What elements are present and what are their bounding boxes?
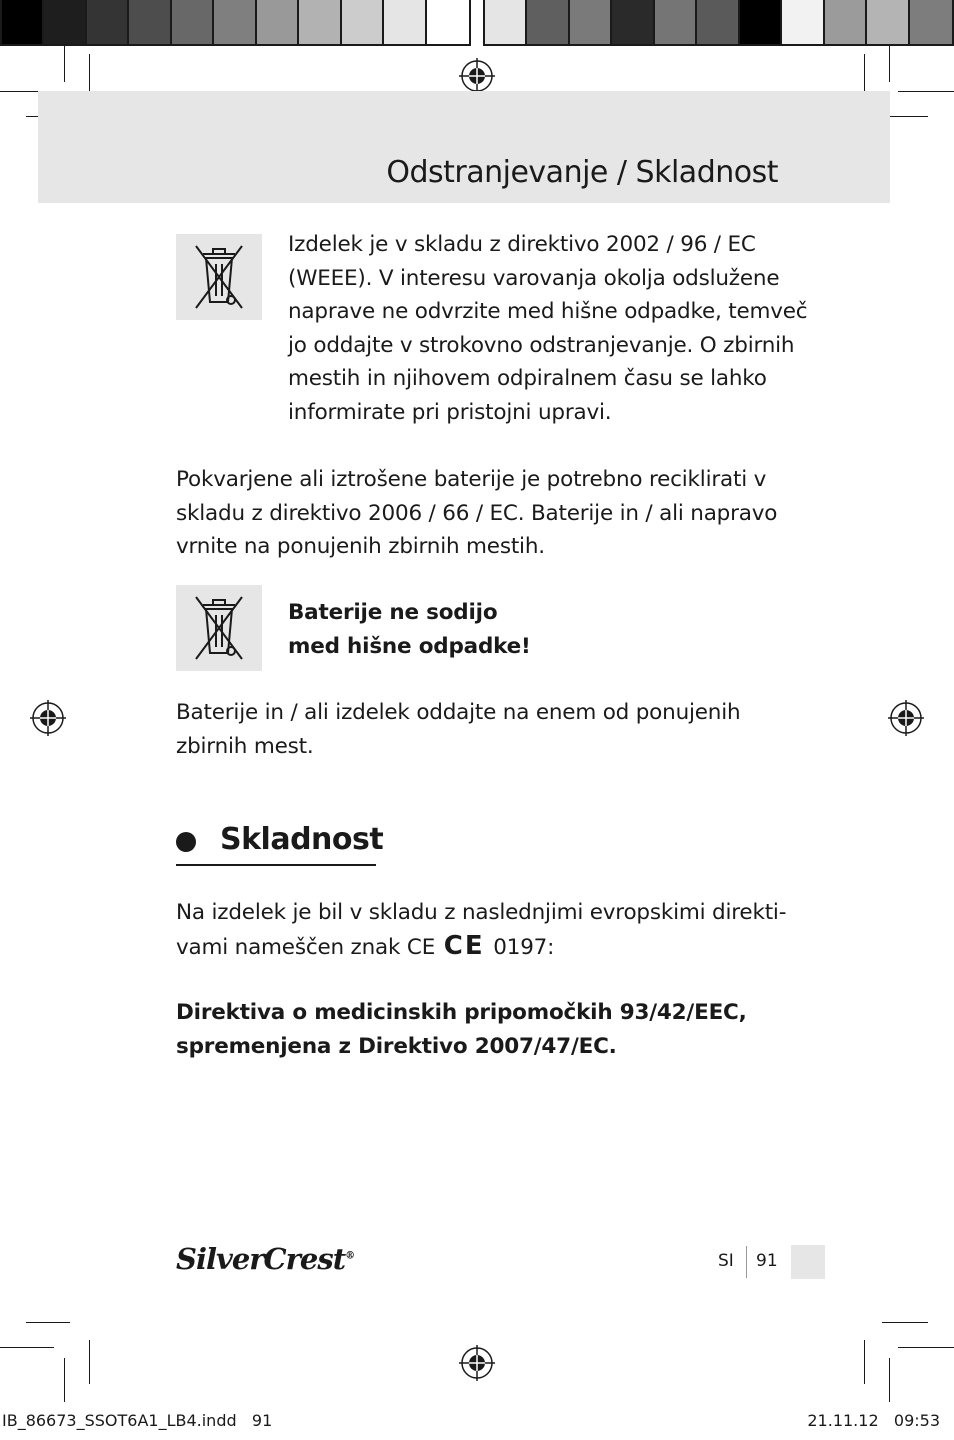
color-swatch: [527, 0, 569, 44]
language-code: SI: [718, 1251, 734, 1271]
text-line: Izdelek je v skladu z direktivo 2002 / 96 / EC: [288, 232, 756, 257]
batteries-paragraph: [176, 463, 816, 564]
crop-mark: [889, 1358, 890, 1402]
directive-paragraph: [176, 996, 836, 1063]
section-heading: [176, 822, 384, 866]
battery-icon-box: [176, 585, 262, 671]
text-line: (WEEE). V interesu varovanja okolja odslužene: [288, 265, 780, 291]
crop-mark: [898, 91, 954, 92]
color-bar-left: [0, 0, 471, 46]
color-swatch: [697, 0, 739, 44]
registration-mark-icon: [459, 1345, 495, 1381]
text-line: skladu z direktivo 2006 / 66 / EC. Baterije in / ali napravo: [176, 500, 778, 526]
crop-mark: [864, 1340, 865, 1384]
crop-mark: [882, 1322, 928, 1323]
color-bar-right: [483, 0, 954, 46]
text-fragment: 0197:: [493, 934, 555, 960]
color-swatch: [910, 0, 952, 44]
registration-mark-icon: [30, 700, 66, 736]
battery-warning: [288, 596, 728, 663]
color-swatch: [782, 0, 824, 44]
text-line: vrnite na ponujenih zbirnih mestih.: [176, 534, 545, 559]
color-swatch: [570, 0, 612, 44]
conformity-paragraph: [176, 896, 816, 964]
text-line: Direktiva o medicinskih pripomočkih 93/42/EEC,: [176, 1000, 747, 1025]
weee-paragraph: [288, 228, 808, 429]
color-swatch: [214, 0, 256, 44]
bullet-icon: [176, 832, 196, 852]
text-line: Pokvarjene ali iztrošene baterije je potrebno reciklirati v: [176, 467, 767, 492]
weee-icon-box: [176, 234, 262, 320]
print-file-info: IB_86673_SSOT6A1_LB4.indd 91: [2, 1411, 273, 1430]
text-line: [176, 930, 816, 965]
text-line: spremenjena z Direktivo 2007/47/EC.: [176, 1033, 617, 1059]
color-swatch: [612, 0, 654, 44]
section-title: Skladnost: [220, 822, 384, 857]
text-line: zbirnih mest.: [176, 733, 314, 759]
color-swatch: [44, 0, 86, 44]
color-swatch: [257, 0, 299, 44]
text-line: Baterije ne sodijo: [288, 600, 498, 625]
color-swatch: [2, 0, 44, 44]
text-line: jo oddajte v strokovno odstranjevanje. O zbirnih: [288, 332, 795, 358]
text-line: Baterije in / ali izdelek oddajte na enem od ponujenih: [176, 700, 741, 725]
text-fragment: vami nameščen znak CE: [176, 934, 436, 960]
crossed-out-wheelie-bin-icon: [176, 234, 262, 320]
battery-return-paragraph: [176, 696, 816, 763]
brand-logo: [176, 1242, 354, 1276]
ce-mark-icon: CE: [443, 930, 485, 961]
text-line: Na izdelek je bil v skladu z naslednjimi evropskimi direkti-: [176, 900, 787, 925]
color-swatch: [867, 0, 909, 44]
text-line: mestih in njihovem odpiralnem času se lahko: [288, 366, 767, 391]
color-swatch: [427, 0, 469, 44]
page-marker-box: [791, 1245, 825, 1279]
page-title: Odstranjevanje / Skladnost: [386, 155, 778, 190]
color-swatch: [655, 0, 697, 44]
color-swatch: [740, 0, 782, 44]
crop-mark: [0, 1347, 54, 1348]
divider: [746, 1246, 747, 1278]
color-swatch: [342, 0, 384, 44]
color-swatch: [485, 0, 527, 44]
color-swatch: [384, 0, 426, 44]
brand-name: SilverCrest: [176, 1242, 346, 1276]
color-swatch: [172, 0, 214, 44]
page-number: 91: [756, 1251, 778, 1271]
crop-mark: [889, 46, 890, 82]
crossed-out-wheelie-bin-icon: [176, 585, 262, 671]
text-line: naprave ne odvrzite med hišne odpadke, temveč: [288, 299, 808, 324]
crop-mark: [64, 46, 65, 82]
registration-mark-icon: [459, 58, 495, 94]
color-swatch: [299, 0, 341, 44]
crop-mark: [26, 1322, 70, 1323]
color-swatch: [825, 0, 867, 44]
print-date-info: 21.11.12 09:53: [807, 1411, 940, 1430]
crop-mark: [64, 1358, 65, 1402]
registered-mark: ®: [345, 1250, 355, 1262]
text-line: informirate pri pristojni upravi.: [288, 399, 612, 425]
text-line: med hišne odpadke!: [288, 633, 531, 659]
color-swatch: [87, 0, 129, 44]
registration-mark-icon: [888, 700, 924, 736]
color-swatch: [129, 0, 171, 44]
crop-mark: [898, 1347, 954, 1348]
crop-mark: [89, 1340, 90, 1384]
